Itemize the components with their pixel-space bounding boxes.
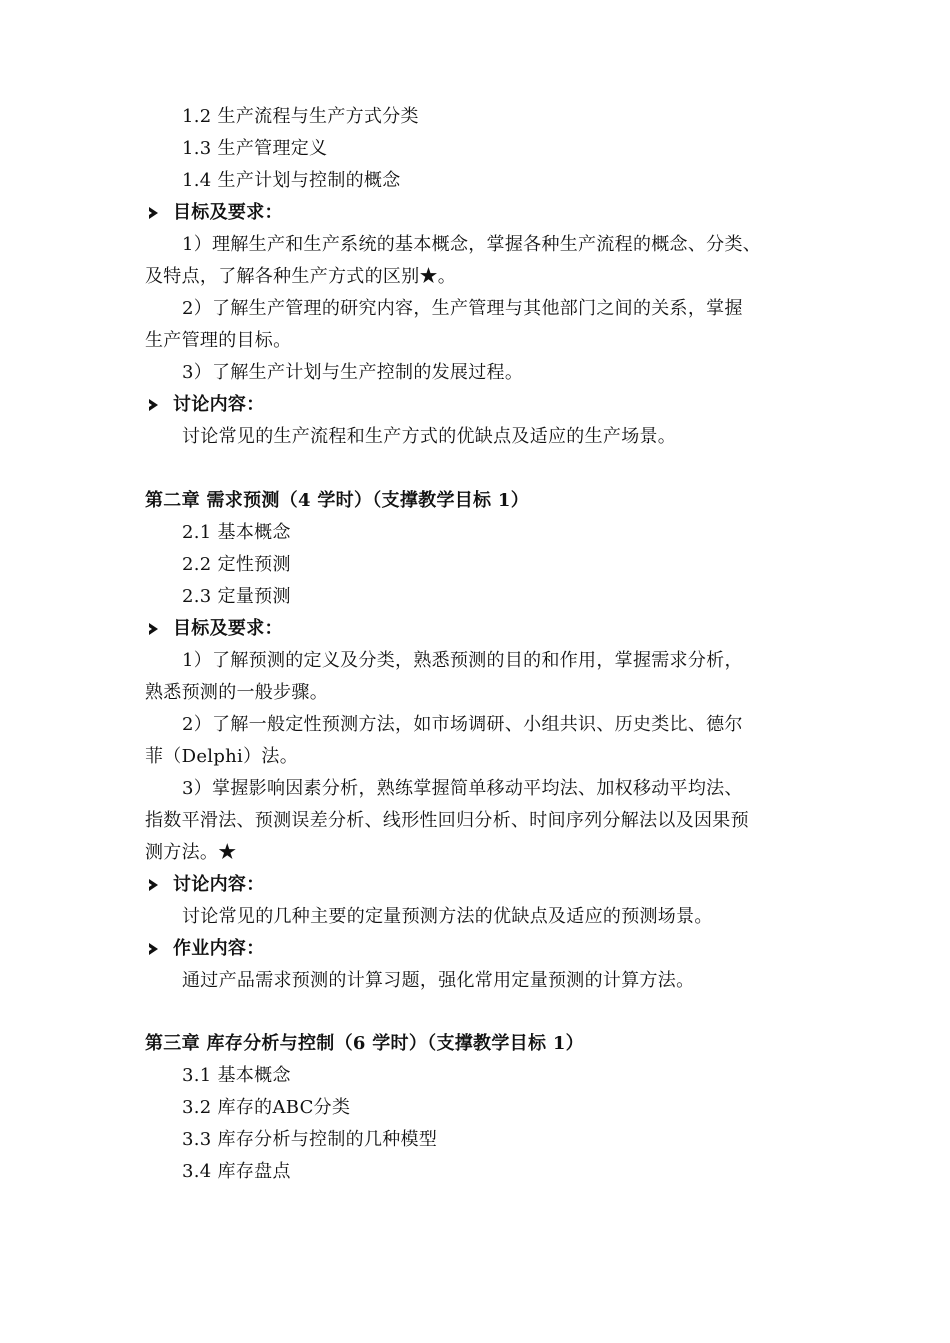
ch2-objective-3-line1: 3）掌握影响因素分析，熟练掌握简单移动平均法、加权移动平均法、 — [182, 778, 743, 799]
section-2-3: 2.3 定量预测 — [182, 586, 291, 607]
section-1-3: 1.3 生产管理定义 — [182, 138, 328, 159]
ch2-objectives-heading — [145, 618, 283, 640]
ch2-objective-2-line2: 菲（Delphi）法。 — [145, 746, 299, 767]
ch2-objective-2-line1: 2）了解一般定性预测方法，如市场调研、小组共识、历史类比、德尔 — [182, 714, 743, 735]
ch2-objective-3-line3: 测方法。★ — [145, 842, 237, 863]
section-3-3: 3.3 库存分析与控制的几种模型 — [182, 1129, 438, 1150]
arrow-bullet-icon — [149, 623, 158, 635]
homework-label: 作业内容： — [173, 938, 265, 959]
section-1-4: 1.4 生产计划与控制的概念 — [182, 170, 401, 191]
section-3-4: 3.4 库存盘点 — [182, 1161, 291, 1182]
ch1-objective-1-line1: 1）理解生产和生产系统的基本概念，掌握各种生产流程的概念、分类、 — [182, 234, 762, 255]
discussion-label: 讨论内容： — [173, 874, 265, 895]
ch1-discussion-text: 讨论常见的生产流程和生产方式的优缺点及适应的生产场景。 — [182, 426, 677, 447]
section-3-1: 3.1 基本概念 — [182, 1065, 291, 1086]
section-1-2: 1.2 生产流程与生产方式分类 — [182, 106, 419, 127]
section-3-2: 3.2 库存的ABC分类 — [182, 1097, 351, 1118]
objectives-label: 目标及要求： — [173, 202, 283, 223]
arrow-bullet-icon — [149, 879, 158, 891]
arrow-bullet-icon — [149, 399, 158, 411]
ch2-objective-3-line2: 指数平滑法、预测误差分析、线形性回归分析、时间序列分解法以及因果预 — [145, 810, 749, 831]
ch2-objective-1-line2: 熟悉预测的一般步骤。 — [145, 682, 328, 703]
section-2-2: 2.2 定性预测 — [182, 554, 291, 575]
discussion-label: 讨论内容： — [173, 394, 265, 415]
chapter-2-title: 第二章 需求预测（4 学时）（支撑教学目标 1） — [145, 490, 530, 511]
ch2-homework-heading — [145, 938, 265, 960]
ch2-homework-text: 通过产品需求预测的计算习题，强化常用定量预测的计算方法。 — [182, 970, 695, 991]
ch1-objectives-heading — [145, 202, 283, 224]
ch1-discussion-heading — [145, 394, 265, 416]
objectives-label: 目标及要求： — [173, 618, 283, 639]
ch2-discussion-heading — [145, 874, 265, 896]
section-2-1: 2.1 基本概念 — [182, 522, 291, 543]
ch1-objective-1-line2: 及特点，了解各种生产方式的区别★。 — [145, 266, 457, 287]
chapter-3-title: 第三章 库存分析与控制（6 学时）（支撑教学目标 1） — [145, 1033, 584, 1054]
ch1-objective-2-line1: 2）了解生产管理的研究内容，生产管理与其他部门之间的关系，掌握 — [182, 298, 743, 319]
arrow-bullet-icon — [149, 207, 158, 219]
arrow-bullet-icon — [149, 943, 158, 955]
ch1-objective-2-line2: 生产管理的目标。 — [145, 330, 292, 351]
ch2-discussion-text: 讨论常见的几种主要的定量预测方法的优缺点及适应的预测场景。 — [182, 906, 713, 927]
ch1-objective-3: 3）了解生产计划与生产控制的发展过程。 — [182, 362, 524, 383]
ch2-objective-1-line1: 1）了解预测的定义及分类，熟悉预测的目的和作用，掌握需求分析， — [182, 650, 743, 671]
